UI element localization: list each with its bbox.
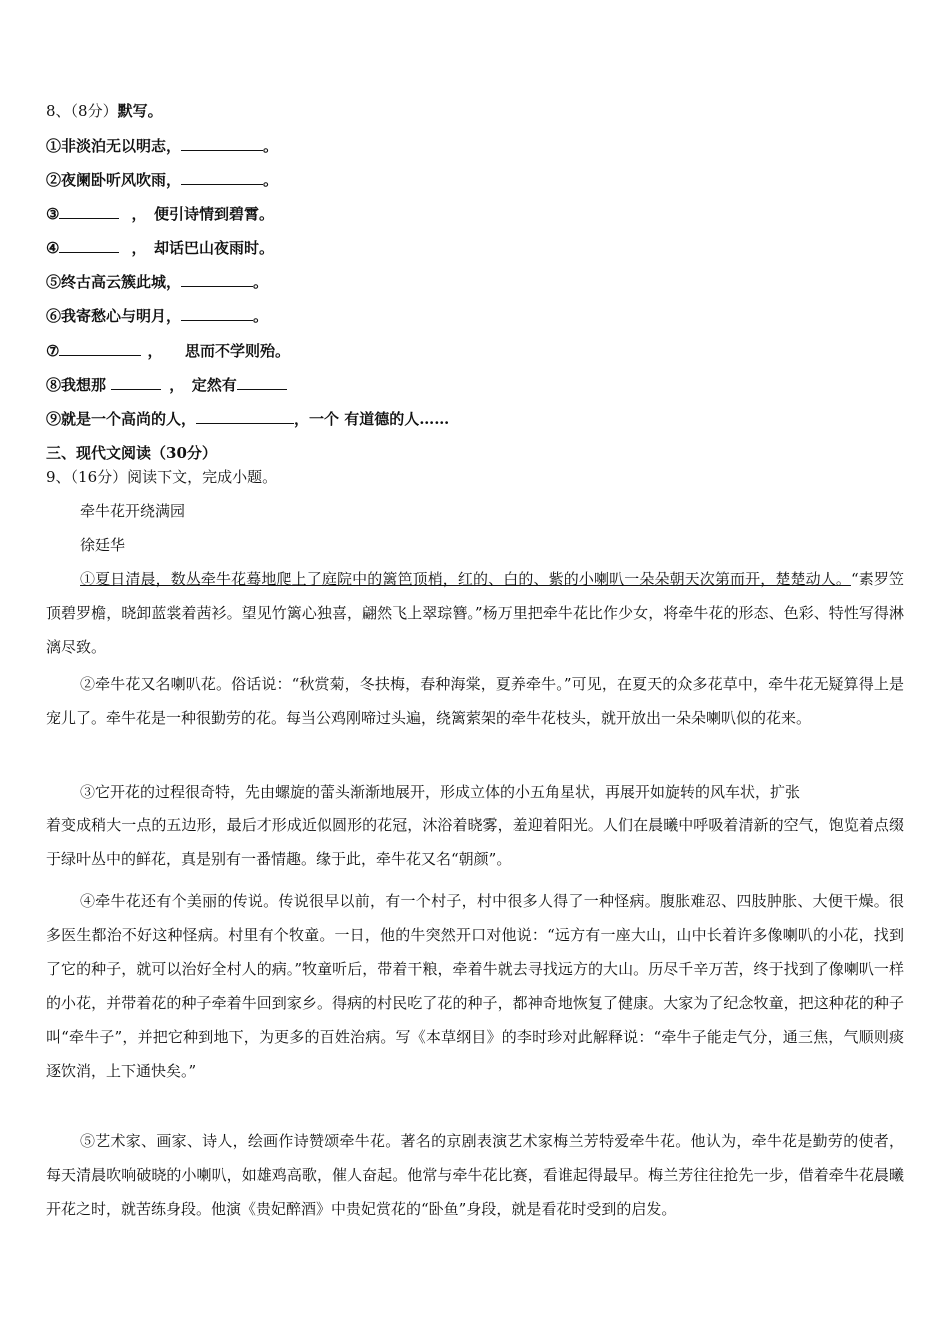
q8-item-4-end: ， 却话巴山夜雨时。	[131, 239, 274, 257]
answer-blank[interactable]	[237, 375, 287, 390]
q8-item-4	[46, 238, 274, 258]
q8-item-3	[46, 204, 274, 224]
answer-blank[interactable]	[196, 409, 294, 424]
q8-item-7-text: ⑦	[46, 342, 60, 360]
q8-item-5-end: 。	[253, 273, 269, 291]
q8-item-8	[46, 375, 287, 395]
answer-blank[interactable]	[181, 170, 263, 185]
q8-item-1-end: 。	[263, 137, 279, 155]
q8-item-5	[46, 272, 268, 292]
article-author: 徐廷华	[80, 536, 126, 554]
q8-task: 默写。	[117, 102, 163, 120]
paragraph-3-rest: 着变成稍大一点的五边形，最后才形成近似圆形的花冠，沐浴着晓雾，羞迎着阳光。人们在晨曦中呼吸着清新的空气，饱览着点缀于绿叶丛中的鲜花，真是别有一番情趣。缘于此，牵牛花又名“朝颜”。	[46, 816, 904, 868]
q8-header	[46, 101, 163, 121]
answer-blank[interactable]	[111, 375, 161, 390]
answer-blank[interactable]	[181, 306, 253, 321]
q8-score: （8分）	[70, 102, 118, 120]
q8-item-9	[46, 409, 449, 429]
q8-item-3-text: ③	[46, 205, 60, 223]
q8-item-2	[46, 170, 278, 190]
paragraph-5: ⑤艺术家、画家、诗人，绘画作诗赞颂牵牛花。著名的京剧表演艺术家梅兰芳特爱牵牛花。他认为，牵牛花是勤劳的使者，每天清晨吹响破晓的小喇叭，如雄鸡高歌，催人奋起。他常与牵牛花比赛，看谁起得最早。梅兰芳往往抢先一步，借着牵牛花晨曦开花之时，就苦练身段。他演《贵妃醉酒》中贵妃赏花的“卧鱼”身段，就是看花时受到的启发。	[46, 1132, 904, 1218]
q8-number: 8、	[46, 102, 71, 120]
q8-item-5-text: ⑤终古高云簇此城，	[46, 273, 182, 291]
paragraph-1-underlined: ①夏日清晨，数丛牵牛花蓦地爬上了庭院中的篱笆顶梢，红的、白的、紫的小喇叭一朵朵朝天次第而开，楚楚动人。	[80, 570, 851, 588]
q8-item-6-end: 。	[253, 307, 269, 325]
q8-item-4-text: ④	[46, 239, 60, 257]
q8-item-3-end: ， 便引诗情到碧霄。	[131, 205, 274, 223]
paragraph-4: ④牵牛花还有个美丽的传说。传说很早以前，有一个村子，村中很多人得了一种怪病。腹胀难忍、四肢肿胀、大便干燥。很多医生都治不好这种怪病。村里有个牧童。一日，他的牛突然开口对他说：“远方有一座大山，山中长着许多像喇叭的小花，找到了它的种子，就可以治好全村人的病。”牧童听后，带着干粮，牵着牛就去寻找远方的大山。历尽千辛万苦，终于找到了像喇叭一样的小花，并带着花的种子牵着牛回到家乡。得病的村民吃了花的种子，都神奇地恢复了健康。大家为了纪念牧童，把这种花的种子叫“牵牛子”，并把它种到地下，为更多的百姓治病。写《本草纲目》的李时珍对此解释说：“牵牛子能走气分，通三焦，气顺则痰逐饮消，上下通快矣。”	[46, 892, 904, 1080]
answer-blank[interactable]	[59, 204, 119, 219]
paragraph-1-rest: “素罗笠顶碧罗檐，晓卸蓝裳着茜衫。望见竹篱心独喜，翩然飞上翠琮簪。”杨万里把牵牛花比作少女，将牵牛花的形态、色彩、特性写得淋漓尽致。	[46, 570, 904, 656]
q8-item-9-end: ，一个 有道德的人……	[294, 410, 450, 428]
answer-blank[interactable]	[59, 341, 141, 356]
paragraph-3-first-line: ③它开花的过程很奇特，先由螺旋的蕾头渐渐地展开，形成立体的小五角星状，再展开如旋转的风车状，扩张	[80, 783, 801, 801]
section-heading: 三、现代文阅读（30分）	[46, 444, 217, 462]
q8-item-6	[46, 306, 268, 326]
q8-item-6-text: ⑥我寄愁心与明月，	[46, 307, 182, 325]
article-title: 牵牛花开绕满园	[80, 502, 186, 520]
q8-item-2-text: ②夜阑卧听风吹雨，	[46, 171, 182, 189]
answer-blank[interactable]	[59, 238, 119, 253]
q8-item-8-text: ⑧我想那	[46, 376, 112, 394]
q9-header: 9、（16分）阅读下文，完成小题。	[46, 468, 278, 486]
paragraph-2: ②牵牛花又名喇叭花。俗话说：“秋赏菊，冬扶梅，春种海棠，夏养牵牛。”可见，在夏天的众多花草中，牵牛花无疑算得上是宠儿了。牵牛花是一种很勤劳的花。每当公鸡刚啼过头遍，绕篱萦架的牵牛花枝头，就开放出一朵朵喇叭似的花来。	[46, 675, 904, 727]
answer-blank[interactable]	[181, 272, 253, 287]
answer-blank[interactable]	[181, 136, 263, 151]
q8-item-7	[46, 341, 290, 361]
q8-item-1	[46, 136, 278, 156]
q8-item-2-end: 。	[263, 171, 279, 189]
q8-item-8-mid: ， 定然有	[169, 376, 237, 394]
q8-item-7-end: ， 思而不学则殆。	[147, 342, 290, 360]
q8-item-1-text: ①非淡泊无以明志，	[46, 137, 182, 155]
paragraph-1	[46, 562, 904, 664]
q8-item-9-text: ⑨就是一个高尚的人，	[46, 410, 197, 428]
